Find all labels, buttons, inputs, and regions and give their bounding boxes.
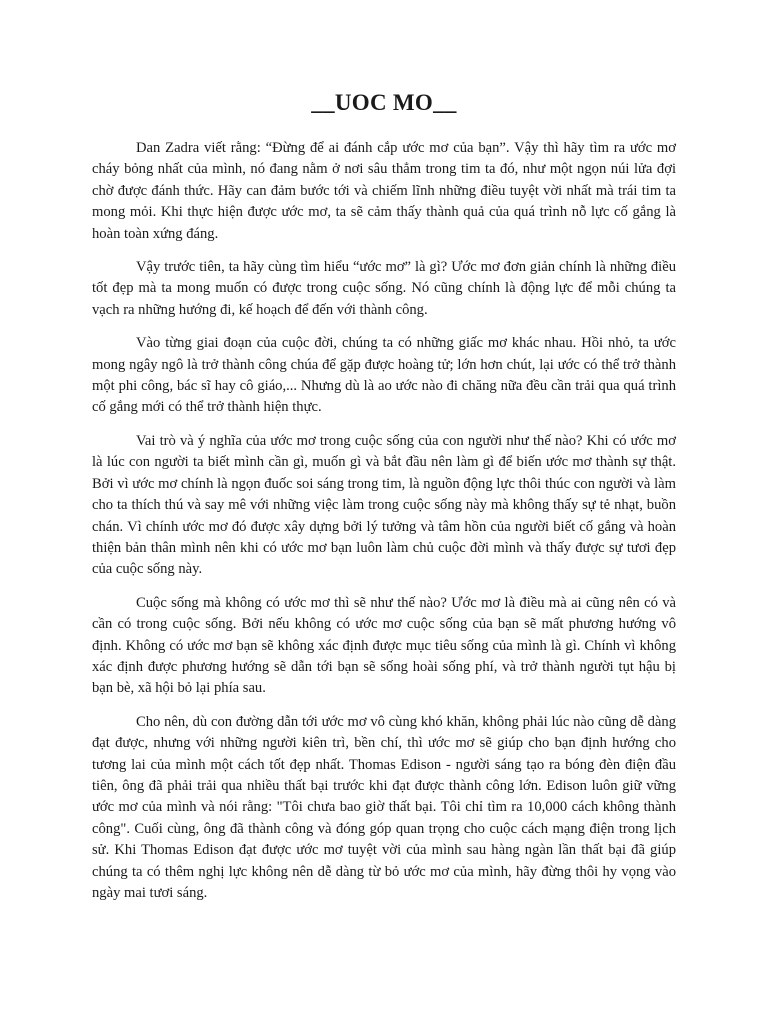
paragraph-3: Vào từng giai đoạn của cuộc đời, chúng ta có những giấc mơ khác nhau. Hồi nhỏ, ta ước mong ngây ngô là trở thành công chúa để gặp được hoàng tử; lớn hơn chút, lại ước có thể trở thành một phi công, bác sĩ hay cô giáo,... Nhưng dù là ao ước nào đi chăng nữa đều cần trải qua quá trình cố gắng mới có thể trở thành hiện thực. [92,335,676,416]
paragraph-1: Dan Zadra viết rằng: “Đừng để ai đánh cắp ước mơ của bạn”. Vậy thì hãy tìm ra ước mơ cháy bỏng nhất của mình, nó đang nằm ở nơi sâu thẳm trong tim ta đó, như một ngọn núi lửa đợi chờ được đánh thức. Hãy can đảm bước tới và chiếm lĩnh những điều tuyệt vời nhất mà trái tim ta mong mỏi. Khi thực hiện được ước mơ, ta sẽ cảm thấy thành quả của quá trình nỗ lực cố gắng là hoàn toàn xứng đáng. [92,140,676,242]
paragraph-2: Vậy trước tiên, ta hãy cùng tìm hiểu “ước mơ” là gì? Ước mơ đơn giản chính là những điều tốt đẹp mà ta mong muốn có được trong cuộc sống. Nó cũng chính là động lực để mỗi chúng ta vạch ra những hướng đi, kế hoạch để đến với thành công. [92,259,676,318]
document-title: __UOC MO__ [311,90,457,115]
paragraph-5: Cuộc sống mà không có ước mơ thì sẽ như thế nào? Ước mơ là điều mà ai cũng nên có và cần có trong cuộc sống. Bởi nếu không có ước mơ cuộc sống của bạn sẽ mất phương hướng vô định. Không có ước mơ bạn sẽ không xác định được mục tiêu sống của mình là gì. Chính vì không xác định được phương hướng sẽ dẫn tới bạn sẽ sống hoài sống phí, và trở thành người tụt hậu bị bạn bè, xã hội bỏ lại phía sau. [92,594,676,697]
paragraph-4: Vai trò và ý nghĩa của ước mơ trong cuộc sống của con người như thế nào? Khi có ước mơ là lúc con người ta biết mình cần gì, muốn gì và bắt đầu nên làm gì để biến ước mơ thành sự thật. Bởi vì ước mơ chính là ngọn đuốc soi sáng trong tim, là nguồn động lực thôi thúc con người và làm cho ta thích thú và say mê với những việc làm trong cuộc sống này mà không thấy sự tẻ nhạt, buồn chán. Vì chính ước mơ đó được xây dựng bởi lý tưởng và tâm hồn của người biết cố gắng và hoàn thiện bản thân mình nên khi có ước mơ bạn luôn làm chủ cuộc đời mình và thấy được sự tươi đẹp của cuộc sống này. [92,432,676,578]
paragraph-6: Cho nên, dù con đường dẫn tới ước mơ vô cùng khó khăn, không phải lúc nào cũng dễ dàng đạt được, nhưng với những người kiên trì, bền chí, thì ước mơ sẽ giúp cho bạn định hướng cho tương lai của mình một cách tốt đẹp nhất. Thomas Edison - người sáng tạo ra bóng đèn điện đầu tiên, ông đã phải trải qua nhiều thất bại trước khi đạt được thành công lớn. Edison luôn giữ vững ước mơ của mình và nói rằng: "Tôi chưa bao giờ thất bại. Tôi chỉ tìm ra 10,000 cách không thành công". Cuối cùng, ông đã thành công và đóng góp quan trọng cho cuộc cách mạng điện trong lịch sử. Khi Thomas Edison đạt được ước mơ tuyệt vời của mình sau hàng ngàn lần thất bại đã giúp chúng ta có thêm nghị lực không nên dễ dàng từ bỏ ước mơ của mình, hãy đừng thôi hy vọng vào ngày mai tươi sáng. [92,713,676,901]
